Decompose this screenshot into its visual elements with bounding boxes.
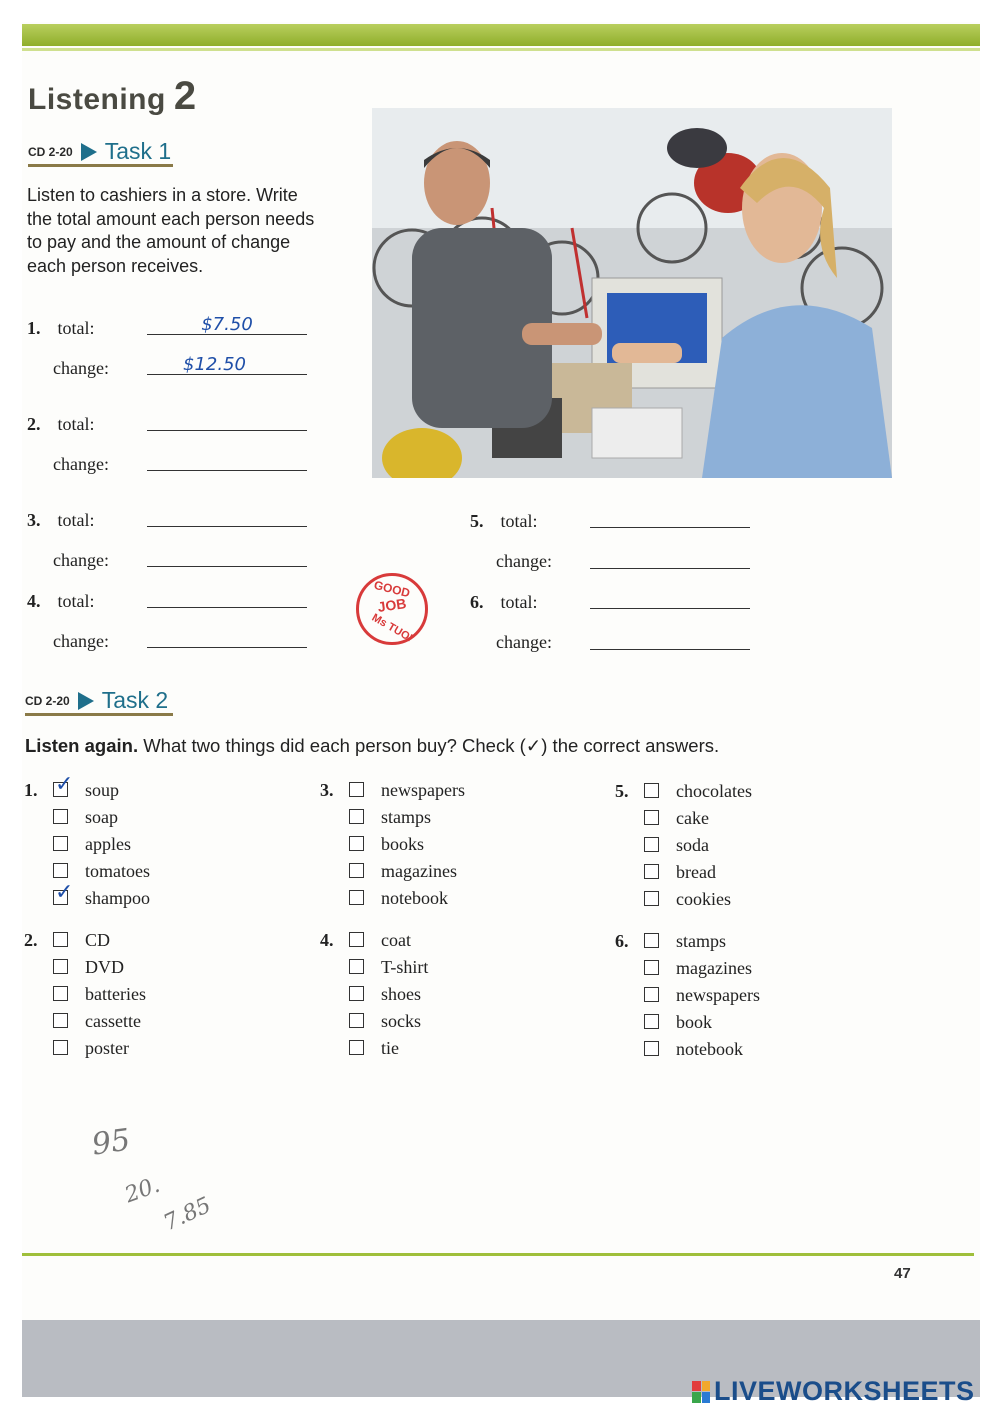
- option-label: shampoo: [85, 888, 150, 908]
- checkbox[interactable]: [349, 863, 364, 878]
- option-label: magazines: [381, 861, 457, 881]
- task1-item2-total-label: [27, 414, 95, 435]
- task1-item4-total-label: [27, 591, 95, 612]
- checkbox[interactable]: [349, 959, 364, 974]
- option-label: apples: [85, 834, 131, 854]
- item2-total-answer-line[interactable]: [147, 430, 307, 431]
- option-label: stamps: [381, 807, 432, 827]
- checkbox[interactable]: [644, 933, 659, 948]
- cashier-photo: [372, 108, 892, 478]
- task1-item5-change-label: change:: [496, 551, 552, 571]
- item-number: 1.: [27, 318, 41, 338]
- checkbox[interactable]: [644, 987, 659, 1002]
- task1-underline: [28, 164, 173, 167]
- checkbox[interactable]: [53, 836, 68, 851]
- item5-total-answer-line[interactable]: [590, 527, 750, 528]
- option-label: stamps: [676, 931, 727, 951]
- task2-instructions: [25, 735, 719, 757]
- checkbox[interactable]: [644, 1014, 659, 1029]
- task1-title: Task 1: [104, 138, 172, 164]
- page-number: 47: [894, 1265, 911, 1282]
- task2-underline: [25, 713, 173, 716]
- task1-heading: [28, 138, 171, 165]
- checkbox[interactable]: [644, 891, 659, 906]
- checkbox[interactable]: [644, 810, 659, 825]
- group-number: 4.: [320, 930, 334, 950]
- option-label: tomatoes: [85, 861, 150, 881]
- checkbox[interactable]: [53, 1040, 68, 1055]
- item4-change-answer-line[interactable]: [147, 647, 307, 648]
- option-label: cookies: [676, 889, 731, 909]
- checkbox[interactable]: [53, 986, 68, 1001]
- option-label: tie: [381, 1038, 399, 1058]
- item6-change-answer-line[interactable]: [590, 649, 750, 650]
- option-label: shoes: [381, 984, 421, 1004]
- item5-change-answer-line[interactable]: [590, 568, 750, 569]
- stamp-text-line3: Ms TUOI: [369, 611, 415, 645]
- item-number: 3.: [27, 510, 41, 530]
- option-label: coat: [381, 930, 411, 950]
- option-label: poster: [85, 1038, 129, 1058]
- checkbox[interactable]: [349, 890, 364, 905]
- checkbox[interactable]: [53, 1013, 68, 1028]
- option-label: socks: [381, 1011, 421, 1031]
- good-job-stamp: [356, 573, 428, 645]
- label-text: total:: [57, 414, 95, 434]
- group-number: 5.: [615, 781, 629, 801]
- label-text: total:: [57, 510, 95, 530]
- option-label: notebook: [676, 1039, 743, 1059]
- option-label: chocolates: [676, 781, 752, 801]
- item3-change-answer-line[interactable]: [147, 566, 307, 567]
- pencil-note-3: 7.85: [160, 1192, 215, 1237]
- checkbox[interactable]: [349, 809, 364, 824]
- task2-instruction-bold: Listen again.: [25, 735, 139, 756]
- checkbox[interactable]: [53, 863, 68, 878]
- group-number: 6.: [615, 931, 629, 951]
- checkbox[interactable]: [53, 932, 68, 947]
- item1-total-answer[interactable]: $7.50: [201, 314, 253, 335]
- item2-change-answer-line[interactable]: [147, 470, 307, 471]
- label-text: total:: [500, 511, 538, 531]
- checkbox[interactable]: [644, 837, 659, 852]
- title-number: 2: [173, 74, 197, 118]
- option-label: books: [381, 834, 425, 854]
- task2-heading: [25, 687, 168, 714]
- pencil-note-1: 95: [89, 1122, 133, 1163]
- label-text: total:: [57, 591, 95, 611]
- header-rule: [22, 48, 980, 51]
- checkbox[interactable]: [349, 932, 364, 947]
- task1-item6-total-label: [470, 592, 538, 613]
- task1-item6-change-label: change:: [496, 632, 552, 652]
- option-label: bread: [676, 862, 716, 882]
- group-number: 2.: [24, 930, 38, 950]
- item6-total-answer-line[interactable]: [590, 608, 750, 609]
- task1-instructions: Listen to cashiers in a store. Write the total amount each person needs to pay and the amount of change each person receives.: [27, 185, 315, 276]
- checkbox[interactable]: [53, 959, 68, 974]
- item4-total-answer-line[interactable]: [147, 607, 307, 608]
- task1-cd-label: CD 2-20: [28, 144, 73, 159]
- option-label: newspapers: [676, 985, 760, 1005]
- task1-item3-total-label: [27, 510, 95, 531]
- page-title: [28, 74, 197, 119]
- task1-item4-change-label: change:: [53, 631, 109, 651]
- stamp-text-line1: GOOD: [372, 577, 412, 601]
- item-number: 2.: [27, 414, 41, 434]
- item-number: 5.: [470, 511, 484, 531]
- logo-mark-icon: [692, 1381, 710, 1403]
- checkbox[interactable]: [644, 1041, 659, 1056]
- task1-item3-change-label: change:: [53, 550, 109, 570]
- checkbox[interactable]: [349, 986, 364, 1001]
- option-label: magazines: [676, 958, 752, 978]
- item1-change-answer[interactable]: $12.50: [183, 354, 246, 375]
- checkbox[interactable]: [53, 809, 68, 824]
- checkbox[interactable]: [644, 960, 659, 975]
- task1-item1-change-label: change:: [53, 358, 109, 378]
- item-number: 4.: [27, 591, 41, 611]
- label-text: total:: [500, 592, 538, 612]
- task2-title: Task 2: [101, 687, 169, 713]
- checkbox[interactable]: [53, 880, 74, 905]
- option-label: soap: [85, 807, 118, 827]
- group-number: 1.: [24, 780, 38, 800]
- checkbox[interactable]: [349, 1013, 364, 1028]
- option-label: book: [676, 1012, 712, 1032]
- option-label: notebook: [381, 888, 448, 908]
- option-label: cake: [676, 808, 709, 828]
- checkbox[interactable]: [349, 782, 364, 797]
- option-label: batteries: [85, 984, 146, 1004]
- group-number: 3.: [320, 780, 334, 800]
- checkbox[interactable]: [349, 1040, 364, 1055]
- task2-instruction-text: What two things did each person buy? Check (✓) the correct answers.: [138, 735, 720, 756]
- task1-item2-change-label: change:: [53, 454, 109, 474]
- footer-rule: [22, 1253, 974, 1256]
- item-number: 6.: [470, 592, 484, 612]
- option-label: T-shirt: [381, 957, 429, 977]
- task1-item5-total-label: [470, 511, 538, 532]
- check-mark-icon: ✓: [55, 772, 74, 797]
- brand-name: LIVEWORKSHEETS: [714, 1376, 975, 1406]
- task1-item1-total-label: [27, 318, 95, 339]
- task2-cd-label: CD 2-20: [25, 693, 70, 708]
- checkbox[interactable]: [644, 864, 659, 879]
- checkbox[interactable]: [349, 836, 364, 851]
- option-label: cassette: [85, 1011, 141, 1031]
- option-label: soda: [676, 835, 709, 855]
- option-label: DVD: [85, 957, 124, 977]
- title-text: Listening: [28, 83, 166, 116]
- label-text: total:: [57, 318, 95, 338]
- option-label: CD: [85, 930, 111, 950]
- option-label: newspapers: [381, 780, 465, 800]
- item3-total-answer-line[interactable]: [147, 526, 307, 527]
- liveworksheets-logo: [692, 1376, 975, 1407]
- checkbox[interactable]: [644, 783, 659, 798]
- option-label: soup: [85, 780, 120, 800]
- header-bar: [22, 24, 980, 46]
- play-arrow-icon: [78, 692, 94, 710]
- stamp-text-line2: JOB: [376, 595, 408, 615]
- check-mark-icon: ✓: [55, 880, 74, 905]
- pencil-note-2: 20.: [121, 1172, 164, 1209]
- checkbox[interactable]: [53, 772, 74, 797]
- play-arrow-icon: [81, 143, 97, 161]
